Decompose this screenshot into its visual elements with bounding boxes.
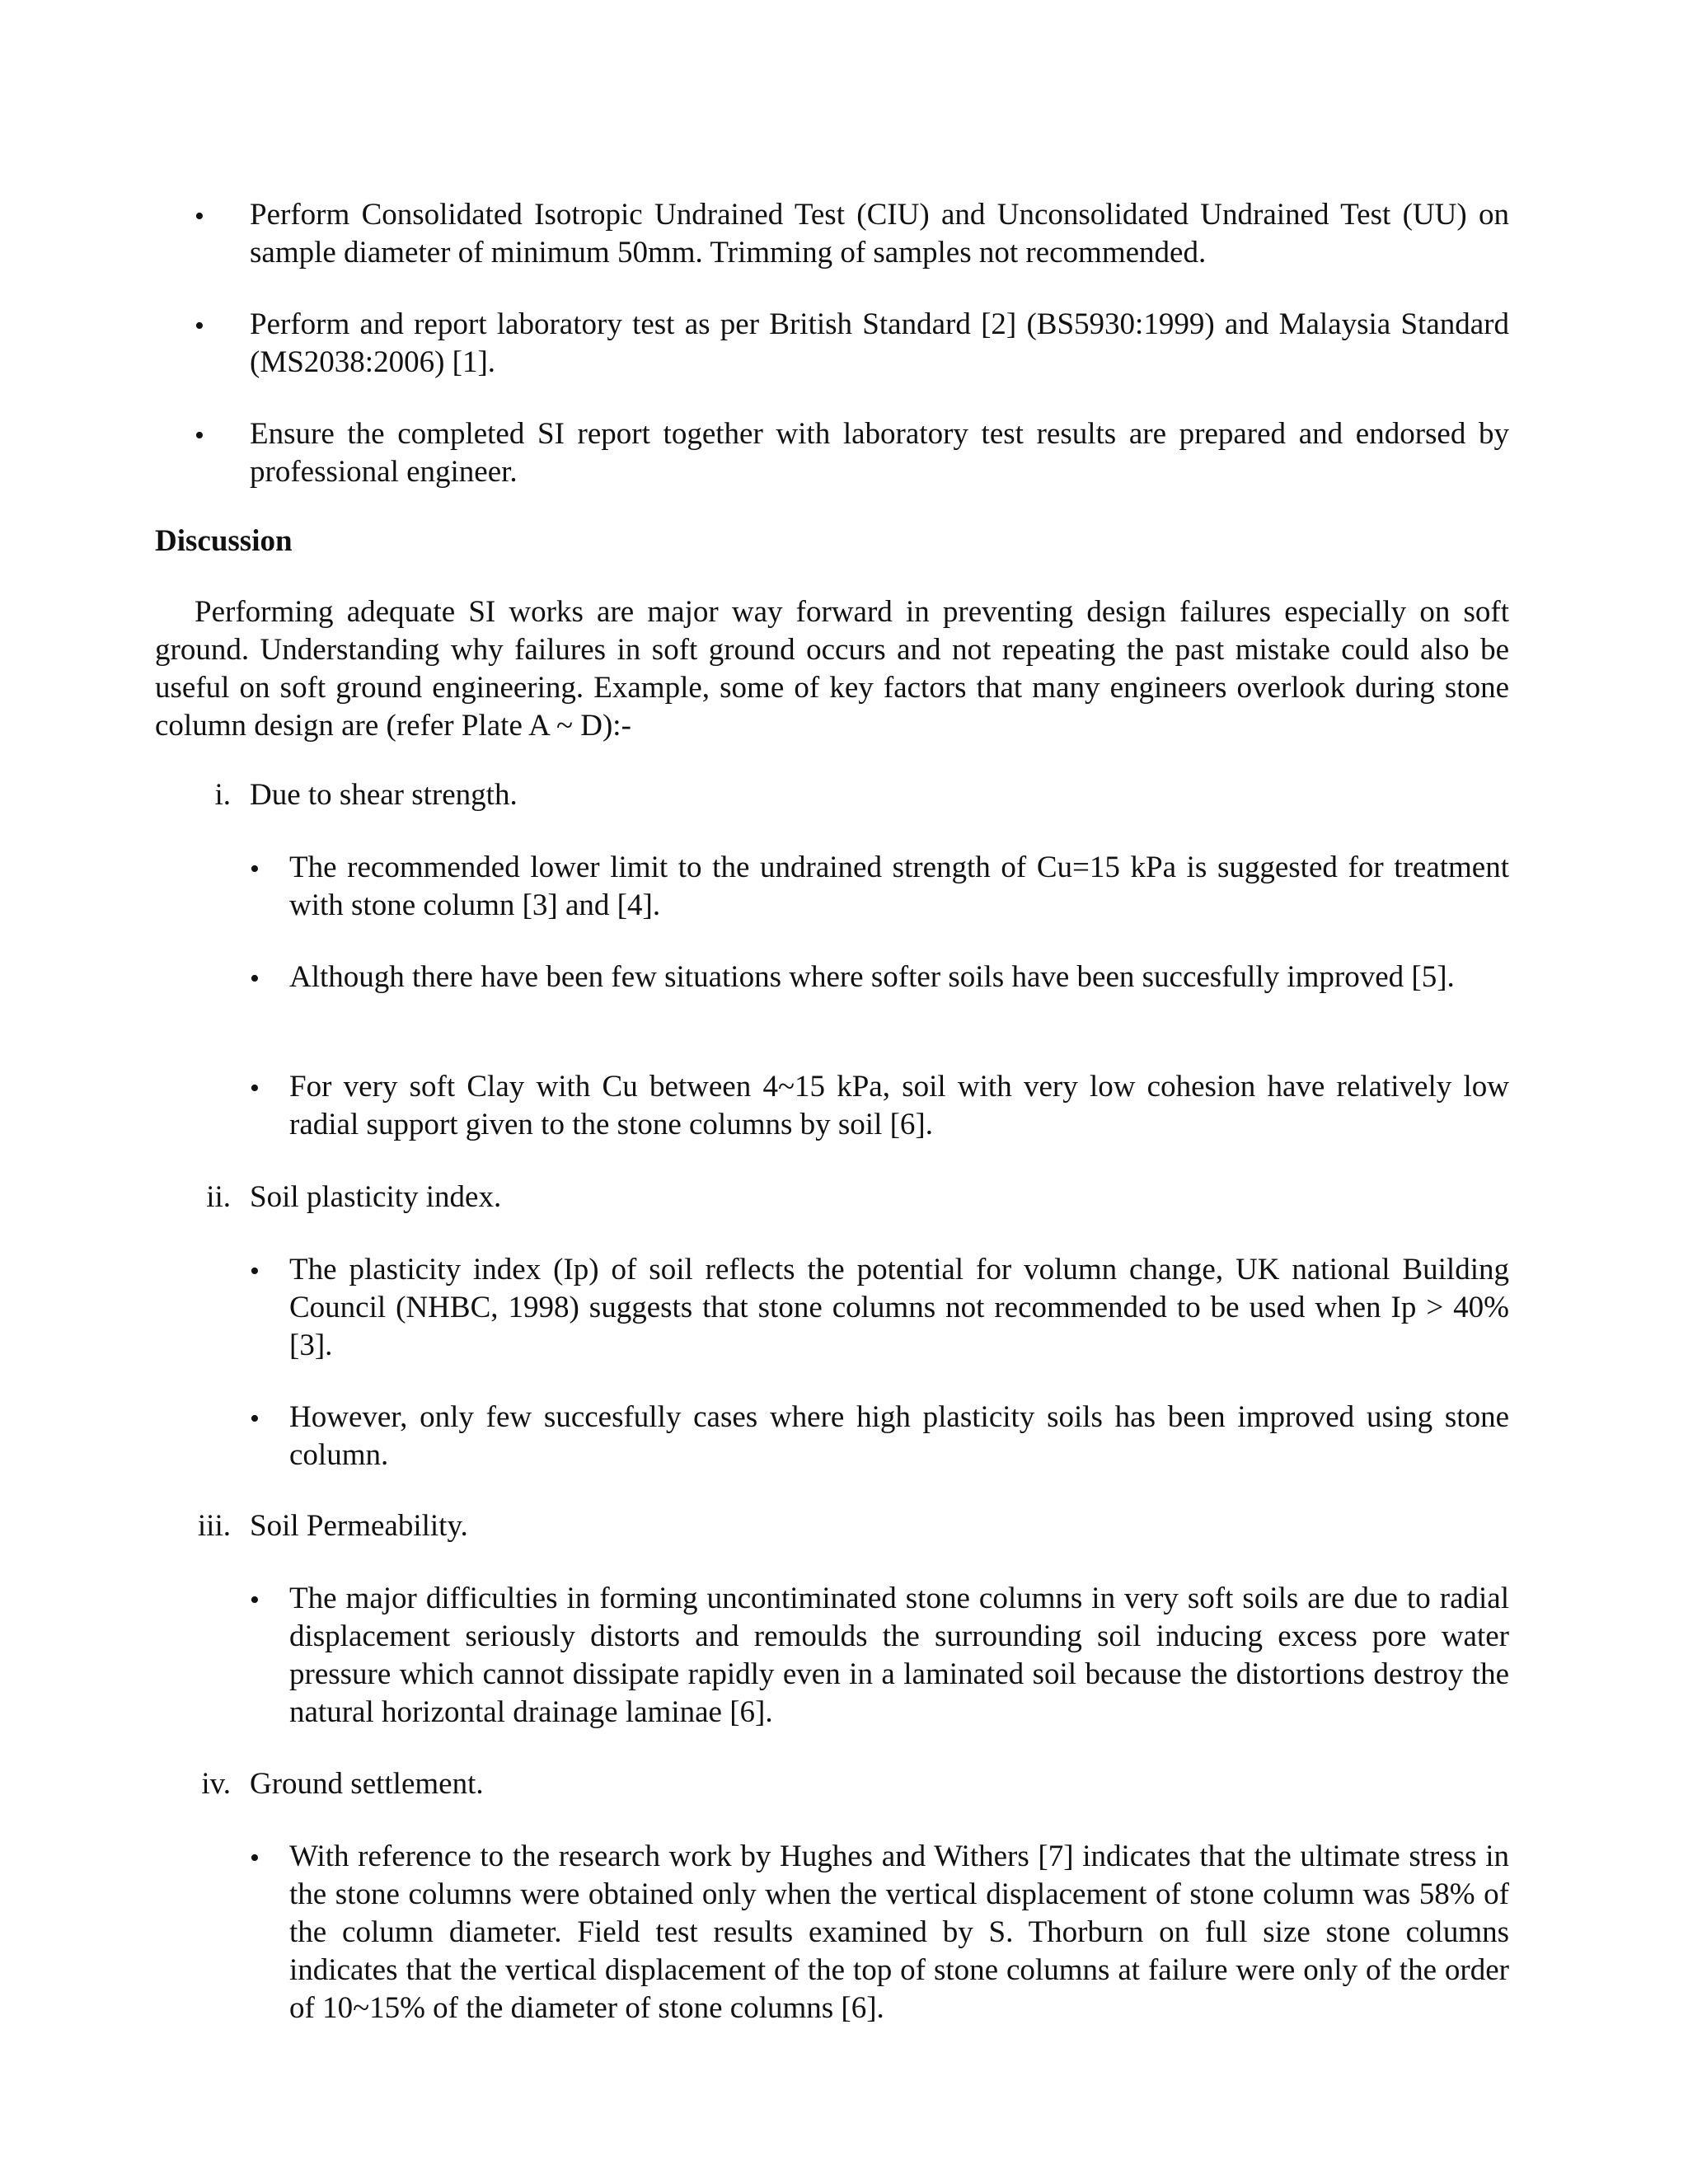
bullet-dot: • <box>195 420 204 451</box>
factor-title: Soil Permeability. <box>250 1509 468 1543</box>
bullet-dot: • <box>250 1256 260 1286</box>
bullet-dot: • <box>250 1404 260 1434</box>
factor-bullet-text: The plasticity index (Ip) of soil reflects the potential for volumn change, UK national Building Council (NHBC, 1998) suggests that stone columns not recommended to be used when Ip > 40% [3]. <box>289 1253 1509 1362</box>
roman-numeral: i. <box>214 778 231 812</box>
roman-numeral: iv. <box>201 1767 231 1801</box>
factor-bullet-text: The major difficulties in forming uncontiminated stone columns in very soft soils are due to radial displacement seriously distorts and remoulds the surrounding soil inducing excess pore water pressure which cannot dissipate rapidly even in a laminated soil because the distortions destroy the natural horizontal drainage laminae [6]. <box>289 1582 1509 1729</box>
bullet-dot: • <box>250 1843 260 1873</box>
top-bullet-text: Perform and report laboratory test as per British Standard [2] (BS5930:1999) and Malaysia Standard (MS2038:2006) [1]. <box>250 307 1509 379</box>
factor-bullet-text: The recommended lower limit to the undrained strength of Cu=15 kPa is suggested for treatment with stone column [3] and [4]. <box>289 851 1509 922</box>
top-bullet-text: Perform Consolidated Isotropic Undrained Test (CIU) and Unconsolidated Undrained Test (UU) on sample diameter of minimum 50mm. Trimming of samples not recommended. <box>250 198 1509 269</box>
factor-bullet-text: However, only few succesfully cases where high plasticity soils has been improved using stone column. <box>289 1400 1509 1472</box>
factor-title: Ground settlement. <box>250 1767 484 1801</box>
bullet-dot: • <box>250 1585 260 1615</box>
top-bullet-text: Ensure the completed SI report together with laboratory test results are prepared and endorsed by professional engineer. <box>250 417 1509 489</box>
section-heading: Discussion <box>155 524 293 558</box>
bullet-dot: • <box>195 201 204 232</box>
bullet-dot: • <box>195 311 204 341</box>
bullet-dot: • <box>250 963 260 994</box>
factor-bullet-text: Although there have been few situations where softer soils have been succesfully improved [5]. <box>289 960 1455 994</box>
factor-bullet-text: With reference to the research work by Hughes and Withers [7] indicates that the ultimate stress in the stone columns were obtained only when the vertical displacement of stone column was 58% of the column diameter. Field test results examined by S. Thorburn on full size stone columns indicates that the vertical displacement of the top of stone columns at failure were only of the order of 10~15% of the diameter of stone columns [6]. <box>289 1840 1509 2025</box>
factor-bullet-text: For very soft Clay with Cu between 4~15 kPa, soil with very low cohesion have relatively low radial support given to the stone columns by soil [6]. <box>289 1070 1509 1141</box>
roman-numeral: ii. <box>206 1180 231 1214</box>
discussion-paragraph: Performing adequate SI works are major way forward in preventing design failures especially on soft ground. Understanding why failures in soft ground occurs and not repeating the past mistake could also be useful on soft ground engineering. Example, some of key factors that many engineers overlook during stone column design are (refer Plate A ~ D):- <box>155 595 1509 743</box>
factor-title: Soil plasticity index. <box>250 1180 502 1214</box>
bullet-dot: • <box>250 1073 260 1104</box>
roman-numeral: iii. <box>197 1509 231 1543</box>
factor-title: Due to shear strength. <box>250 778 518 812</box>
bullet-dot: • <box>250 854 260 884</box>
